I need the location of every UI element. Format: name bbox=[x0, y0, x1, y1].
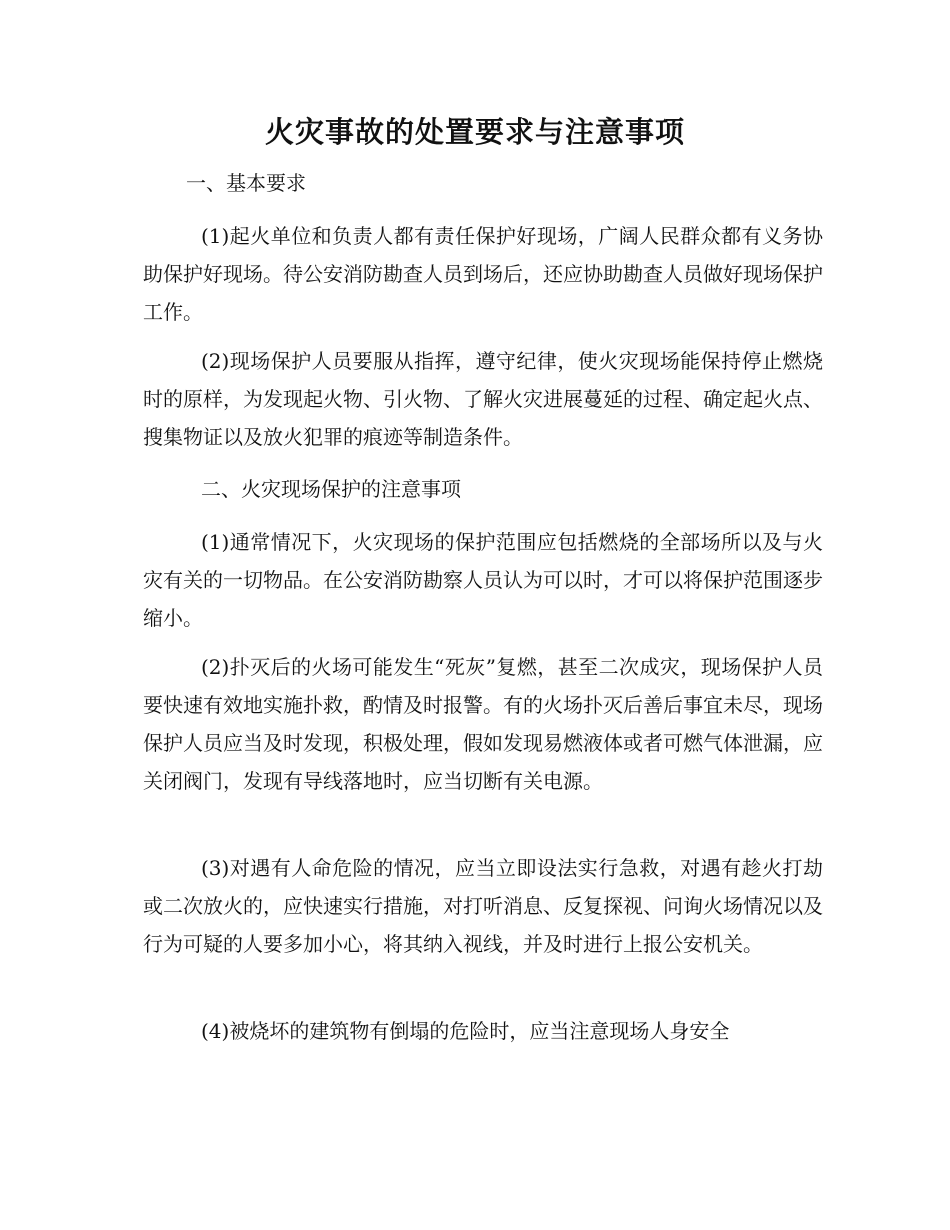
paragraph: (2)现场保护人员要服从指挥，遵守纪律，使火灾现场能保持停止燃烧时的原样，为发现起火物、引火物、了解火灾进展蔓延的过程、确定起火点、搜集物证以及放火犯罪的痕迹等制造条件。 bbox=[143, 349, 823, 449]
section-heading-basic-requirements: 一、基本要求 bbox=[186, 171, 306, 195]
paragraph: (4)被烧坏的建筑物有倒塌的危险时，应当注意现场人身安全 bbox=[201, 1019, 730, 1043]
section-heading-precautions: 二、火灾现场保护的注意事项 bbox=[201, 477, 461, 501]
paragraph: (1)通常情况下，火灾现场的保护范围应包括燃烧的全部场所以及与火灾有关的一切物品。在公安消防勘察人员认为可以时，才可以将保护范围逐步缩小。 bbox=[143, 530, 823, 630]
paragraph: (1)起火单位和负责人都有责任保护好现场，广阔人民群众都有义务协助保护好现场。待公安消防勘查人员到场后，还应协助勘查人员做好现场保护工作。 bbox=[143, 224, 823, 324]
paragraph: (3)对遇有人命危险的情况，应当立即设法实行急救，对遇有趁火打劫或二次放火的，应快速实行措施，对打听消息、反复探视、问询火场情况以及行为可疑的人要多加小心，将其纳入视线，并及时进行上报公安机关。 bbox=[143, 856, 823, 956]
document-title: 火灾事故的处置要求与注意事项 bbox=[264, 115, 685, 149]
paragraph: (2)扑灭后的火场可能发生“死灰”复燃，甚至二次成灾，现场保护人员要快速有效地实施扑救，酌情及时报警。有的火场扑灭后善后事宜未尽，现场保护人员应当及时发现，积极处理，假如发现易燃液体或者可燃气体泄漏，应关闭阀门，发现有导线落地时，应当切断有关电源。 bbox=[143, 655, 823, 793]
